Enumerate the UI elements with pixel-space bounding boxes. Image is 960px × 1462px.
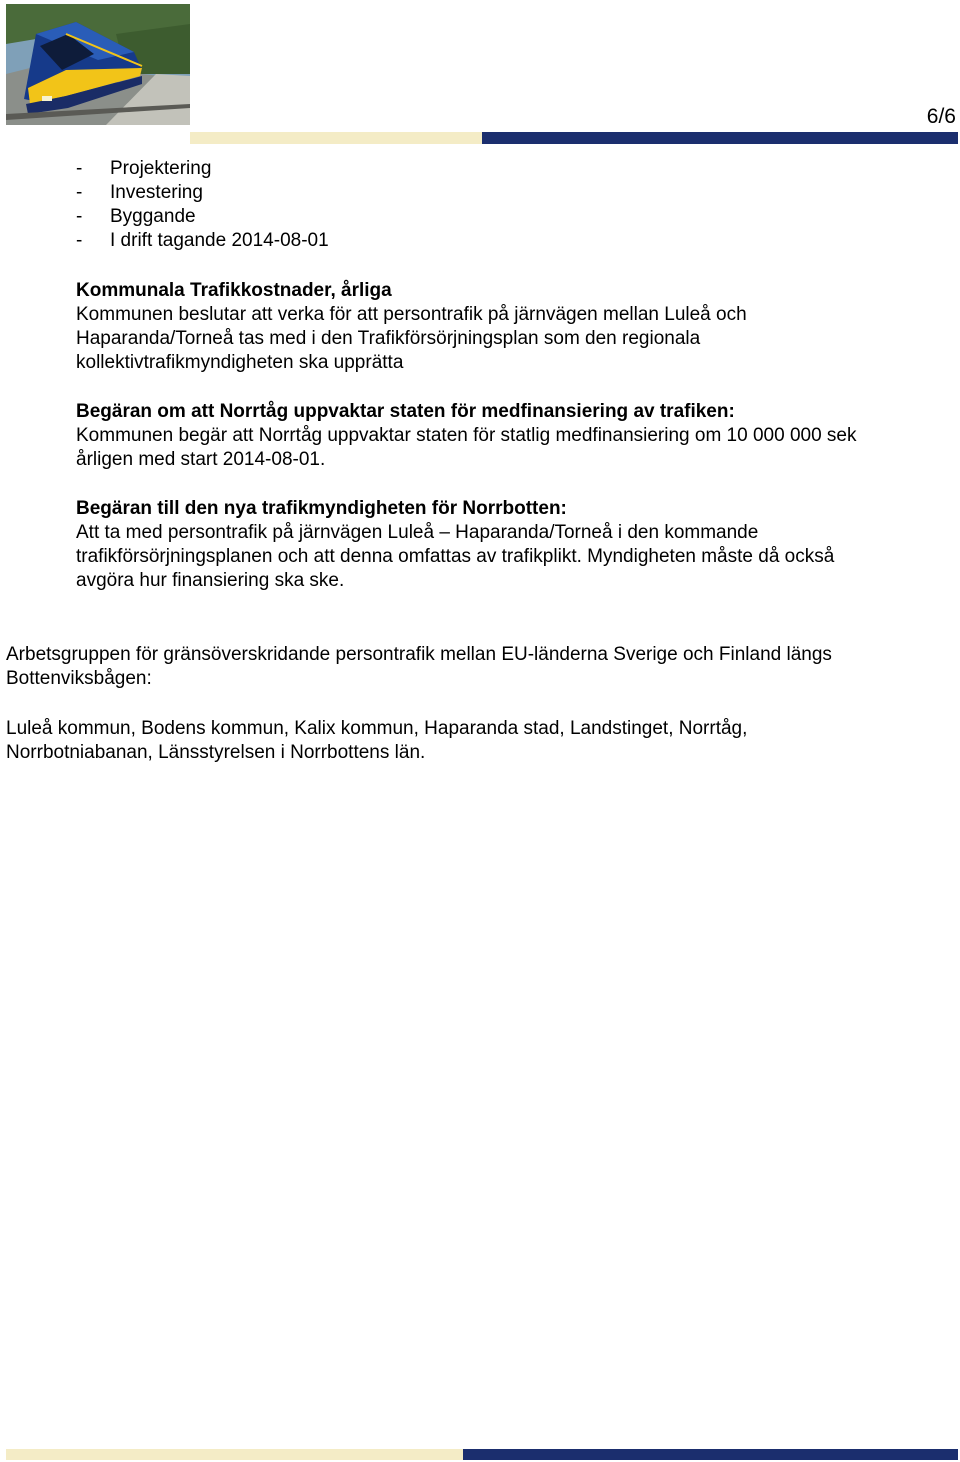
section-heading: Kommunala Trafikkostnader, årliga (76, 280, 392, 301)
train-photo (6, 4, 190, 125)
paragraph-line: Kommunen begär att Norrtåg uppvaktar staten för statlig medfinansiering om 10 000 000 sek (76, 425, 857, 446)
members-paragraph (6, 717, 954, 765)
section-heading: Begäran om att Norrtåg uppvaktar staten för medfinansiering av trafiken: (76, 401, 735, 422)
header-rule-pale-segment (190, 132, 482, 144)
list-item-text: Projektering (110, 158, 212, 179)
paragraph-line: Kommunen beslutar att verka för att persontrafik på järnvägen mellan Luleå och (76, 304, 747, 325)
list-item (76, 181, 329, 205)
page-number: 6/6 (926, 105, 956, 128)
footer-rule (6, 1449, 958, 1460)
footer-rule-navy-segment (463, 1449, 958, 1460)
working-group-paragraph (6, 643, 954, 691)
paragraph-line: årligen med start 2014-08-01. (76, 449, 326, 470)
list-dash: - (76, 230, 83, 251)
section-heading: Begäran till den nya trafikmyndigheten för Norrbotten: (76, 498, 567, 519)
paragraph-line: kollektivtrafikmyndigheten ska upprätta (76, 352, 404, 373)
paragraph-line: avgöra hur finansiering ska ske. (76, 570, 345, 591)
paragraph-line: Haparanda/Torneå tas med i den Trafikförsörjningsplan som den regionala (76, 328, 701, 349)
paragraph-line: trafikförsörjningsplanen och att denna omfattas av trafikplikt. Myndigheten måste då också (76, 546, 835, 567)
header-rule (190, 132, 958, 144)
paragraph-line: Luleå kommun, Bodens kommun, Kalix kommun, Haparanda stad, Landstinget, Norrtåg, (6, 718, 748, 739)
section-authority-request (76, 497, 954, 593)
list-item-text: I drift tagande 2014-08-01 (110, 230, 329, 251)
header-rule-navy-segment (482, 132, 958, 144)
list-item (76, 157, 329, 181)
paragraph-line: Arbetsgruppen för gränsöverskridande persontrafik mellan EU-länderna Sverige och Finland längs (6, 644, 832, 665)
paragraph-line: Norrbotniabanan, Länsstyrelsen i Norrbottens län. (6, 742, 426, 763)
paragraph-line: Bottenviksbågen: (6, 668, 152, 689)
paragraph-line: Att ta med persontrafik på järnvägen Luleå – Haparanda/Torneå i den kommande (76, 522, 759, 543)
list-dash: - (76, 206, 83, 227)
list-item (76, 229, 329, 253)
list-item (76, 205, 329, 229)
project-phase-list (76, 157, 329, 253)
list-dash: - (76, 158, 83, 179)
section-norrtag-request (76, 400, 954, 472)
section-traffic-costs (76, 279, 954, 375)
list-dash: - (76, 182, 83, 203)
footer-rule-pale-segment (6, 1449, 463, 1460)
list-item-text: Investering (110, 182, 203, 203)
list-item-text: Byggande (110, 206, 196, 227)
